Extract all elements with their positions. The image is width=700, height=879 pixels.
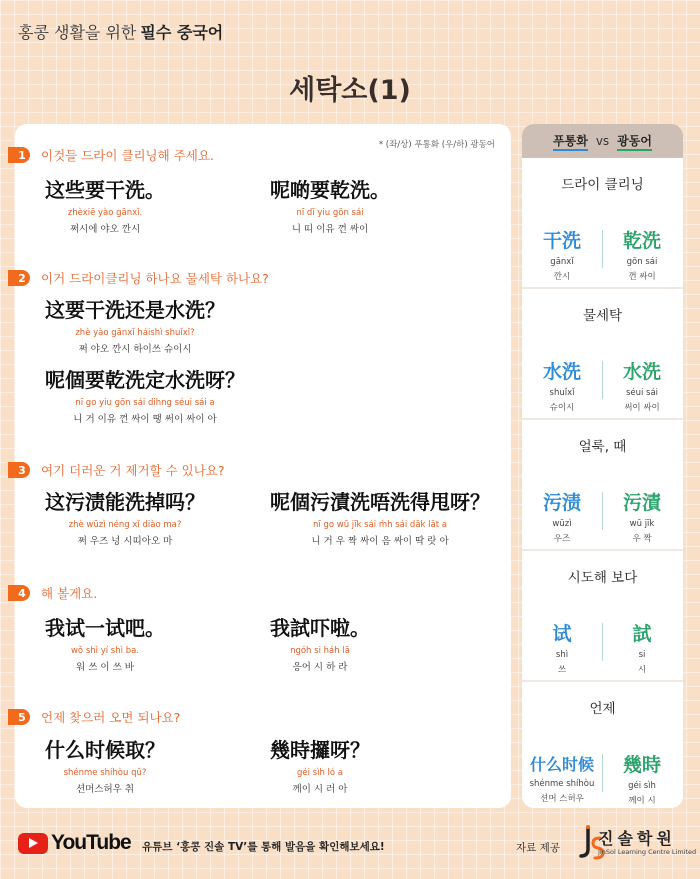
question-number: 1 bbox=[8, 147, 30, 163]
vocab-reading: 시 bbox=[637, 665, 647, 675]
vocab-romanization: shuǐxǐ bbox=[549, 388, 575, 398]
romanization: nī go wū jīk sái m̀h sái dāk lāt a bbox=[313, 520, 447, 530]
vocab-mandarin bbox=[522, 750, 602, 806]
vocab-cantonese bbox=[602, 750, 682, 806]
vocab-word: 試 bbox=[632, 623, 652, 645]
romanization: zhè yào gānxǐ háishì shuǐxǐ? bbox=[75, 328, 195, 338]
series-header bbox=[18, 20, 223, 43]
chinese-text: 我試吓啦。 bbox=[270, 616, 370, 640]
korean-reading: 니 띠 이유 껀 싸이 bbox=[291, 224, 369, 235]
question-number: 3 bbox=[8, 462, 30, 478]
romanization: nī dī yiu gōn sái bbox=[296, 208, 364, 218]
question-text: 이거 드라이클리닝 하나요 물세탁 하나요? bbox=[41, 271, 269, 286]
korean-reading: 니 거 이유 껀 싸이 땡 써이 싸이 아 bbox=[73, 414, 217, 425]
romanization: zhè wūzì néng xǐ diào ma? bbox=[68, 520, 182, 530]
vocab-reading: 션머 스허우 bbox=[540, 794, 584, 804]
korean-reading: 쩌 우즈 넝 시띠아오 마 bbox=[77, 536, 173, 547]
question-text: 해 볼게요. bbox=[41, 586, 98, 601]
vocab-word: 干洗 bbox=[542, 230, 581, 252]
vocab-word: 水洗 bbox=[622, 361, 661, 383]
vocab-reading: 께이 시 bbox=[628, 796, 656, 806]
youtube-play-icon bbox=[18, 833, 48, 854]
footer bbox=[0, 818, 700, 868]
vocab-romanization: wūzì bbox=[552, 519, 572, 529]
youtube-logo bbox=[18, 831, 131, 855]
vocab-reading: 슈이시 bbox=[549, 403, 575, 413]
vocab-korean: 물세탁 bbox=[582, 308, 623, 324]
phrase-mandarin bbox=[45, 612, 165, 673]
cantonese-label: 광동어 bbox=[617, 132, 652, 151]
vocab-word: 什么时候 bbox=[529, 755, 594, 774]
question-number: 5 bbox=[8, 709, 30, 725]
vocab-reading: 껀 싸이 bbox=[628, 272, 656, 282]
phrase-mandarin bbox=[45, 294, 225, 355]
vocab-card bbox=[522, 682, 683, 808]
vocab-cantonese bbox=[602, 619, 682, 675]
question-text: 언제 찾으러 오면 되나요? bbox=[41, 710, 181, 725]
vocab-romanization: shénme shíhòu bbox=[529, 779, 595, 789]
vocab-cantonese bbox=[602, 226, 682, 282]
vocab-word: 试 bbox=[552, 623, 572, 645]
source-label: 자료 제공 bbox=[516, 842, 560, 854]
phrase-mandarin bbox=[45, 734, 165, 795]
romanization: nī go yiu gōn sái dihng séui sái a bbox=[75, 398, 215, 408]
korean-reading: 응어 시 하 라 bbox=[292, 662, 348, 673]
phrase-mandarin bbox=[45, 174, 165, 235]
vocab-mandarin bbox=[522, 357, 602, 413]
chinese-text: 呢個要乾洗定水洗呀？ bbox=[45, 368, 245, 392]
romanization: shénme shíhòu qǔ? bbox=[63, 768, 147, 778]
vocab-korean: 시도해 보다 bbox=[567, 570, 638, 586]
vocab-romanization: géi sìh bbox=[628, 781, 656, 791]
vocab-reading: 쓰 bbox=[557, 665, 567, 675]
question-2 bbox=[15, 269, 269, 287]
question-1 bbox=[15, 146, 214, 164]
vocab-reading: 우즈 bbox=[553, 534, 571, 544]
vocab-reading: 깐시 bbox=[553, 272, 571, 282]
chinese-text: 我试一试吧。 bbox=[45, 616, 165, 640]
phrase-cantonese bbox=[270, 612, 370, 673]
vocab-card bbox=[522, 551, 683, 681]
romanization: géi sìh ló a bbox=[296, 768, 344, 778]
chinese-text: 呢個污漬洗唔洗得甩呀？ bbox=[270, 490, 490, 514]
school-name: 진솔학원 bbox=[598, 829, 676, 848]
vocab-korean: 언제 bbox=[589, 701, 616, 717]
chinese-text: 什么时候取？ bbox=[45, 738, 165, 762]
youtube-wordmark: YouTube bbox=[51, 831, 131, 854]
phrase-cantonese bbox=[270, 486, 490, 547]
vocab-word: 乾洗 bbox=[622, 230, 661, 252]
vocab-mandarin bbox=[522, 488, 602, 544]
phrase-mandarin bbox=[45, 486, 205, 547]
series-highlight: 필수 중국어 bbox=[140, 23, 224, 42]
vocab-panel bbox=[522, 124, 683, 808]
phrase-cantonese bbox=[45, 364, 245, 425]
school-name-english: JinSol Learning Centre Limited bbox=[598, 848, 697, 856]
question-number: 2 bbox=[8, 270, 30, 286]
phrases-panel bbox=[15, 124, 511, 808]
vocab-romanization: gōn sái bbox=[626, 257, 658, 267]
language-note: * (좌/상) 푸통화 (우/하) 광동어 bbox=[378, 140, 495, 150]
mandarin-label: 푸통화 bbox=[553, 132, 588, 151]
romanization: ngóh si háh lā bbox=[290, 646, 350, 656]
vs-label: vs bbox=[595, 134, 610, 148]
vocab-romanization: wū jīk bbox=[629, 519, 655, 529]
series-prefix: 홍콩 생활을 위한 bbox=[18, 23, 137, 42]
chinese-text: 这污渍能洗掉吗？ bbox=[45, 490, 205, 514]
chinese-text: 幾時攞呀？ bbox=[270, 738, 370, 762]
korean-reading: 쩌 야오 깐시 하이쓰 슈이시 bbox=[78, 344, 192, 355]
vocab-romanization: si bbox=[638, 650, 646, 660]
vocab-word: 水洗 bbox=[542, 361, 581, 383]
vocab-word: 污漬 bbox=[622, 492, 661, 514]
vocab-reading: 우 짝 bbox=[632, 534, 652, 544]
vocab-romanization: shì bbox=[555, 650, 569, 660]
vocab-word: 幾時 bbox=[622, 754, 661, 776]
vocab-korean: 얼룩, 때 bbox=[578, 439, 627, 455]
vocab-word: 污渍 bbox=[542, 492, 581, 514]
question-3 bbox=[15, 461, 224, 479]
question-4 bbox=[15, 584, 97, 602]
romanization: zhèxiē yào gānxǐ. bbox=[67, 208, 143, 218]
question-text: 여기 더러운 거 제거할 수 있나요? bbox=[41, 463, 225, 478]
korean-reading: 께이 시 러 아 bbox=[292, 784, 348, 795]
korean-reading: 워 쓰 이 쓰 바 bbox=[76, 662, 134, 673]
phrase-cantonese bbox=[270, 734, 370, 795]
question-5 bbox=[15, 708, 180, 726]
chinese-text: 这些要干洗。 bbox=[45, 178, 165, 202]
vocab-card bbox=[522, 289, 683, 419]
chinese-text: 呢啲要乾洗。 bbox=[270, 178, 390, 202]
vocab-card bbox=[522, 420, 683, 550]
korean-reading: 쩌시에 야오 깐시 bbox=[69, 224, 141, 235]
vocab-mandarin bbox=[522, 619, 602, 675]
vocab-card bbox=[522, 158, 683, 288]
vocab-romanization: séui sái bbox=[625, 388, 659, 398]
question-text: 이것들 드라이 클리닝해 주세요. bbox=[41, 148, 214, 163]
vocab-header bbox=[522, 124, 683, 158]
vocab-mandarin bbox=[522, 226, 602, 282]
chinese-text: 这要干洗还是水洗？ bbox=[45, 298, 225, 322]
vocab-romanization: gānxǐ bbox=[550, 257, 574, 267]
phrase-cantonese bbox=[270, 174, 390, 235]
vocab-korean: 드라이 클리닝 bbox=[561, 177, 644, 193]
footer-message: 유튜브 ‘홍콩 진솔 TV’를 통해 발음을 확인해보세요! bbox=[142, 841, 385, 853]
vocab-cantonese bbox=[602, 357, 682, 413]
page-title: 세탁소(1) bbox=[289, 75, 411, 106]
korean-reading: 션머스허우 취 bbox=[75, 784, 135, 795]
question-number: 4 bbox=[8, 585, 30, 601]
romanization: wǒ shì yí shì ba. bbox=[70, 646, 139, 656]
vocab-cantonese bbox=[602, 488, 682, 544]
korean-reading: 니 거 우 짝 싸이 음 싸이 딱 랏 아 bbox=[311, 536, 449, 547]
vocab-reading: 써이 싸이 bbox=[624, 403, 660, 413]
